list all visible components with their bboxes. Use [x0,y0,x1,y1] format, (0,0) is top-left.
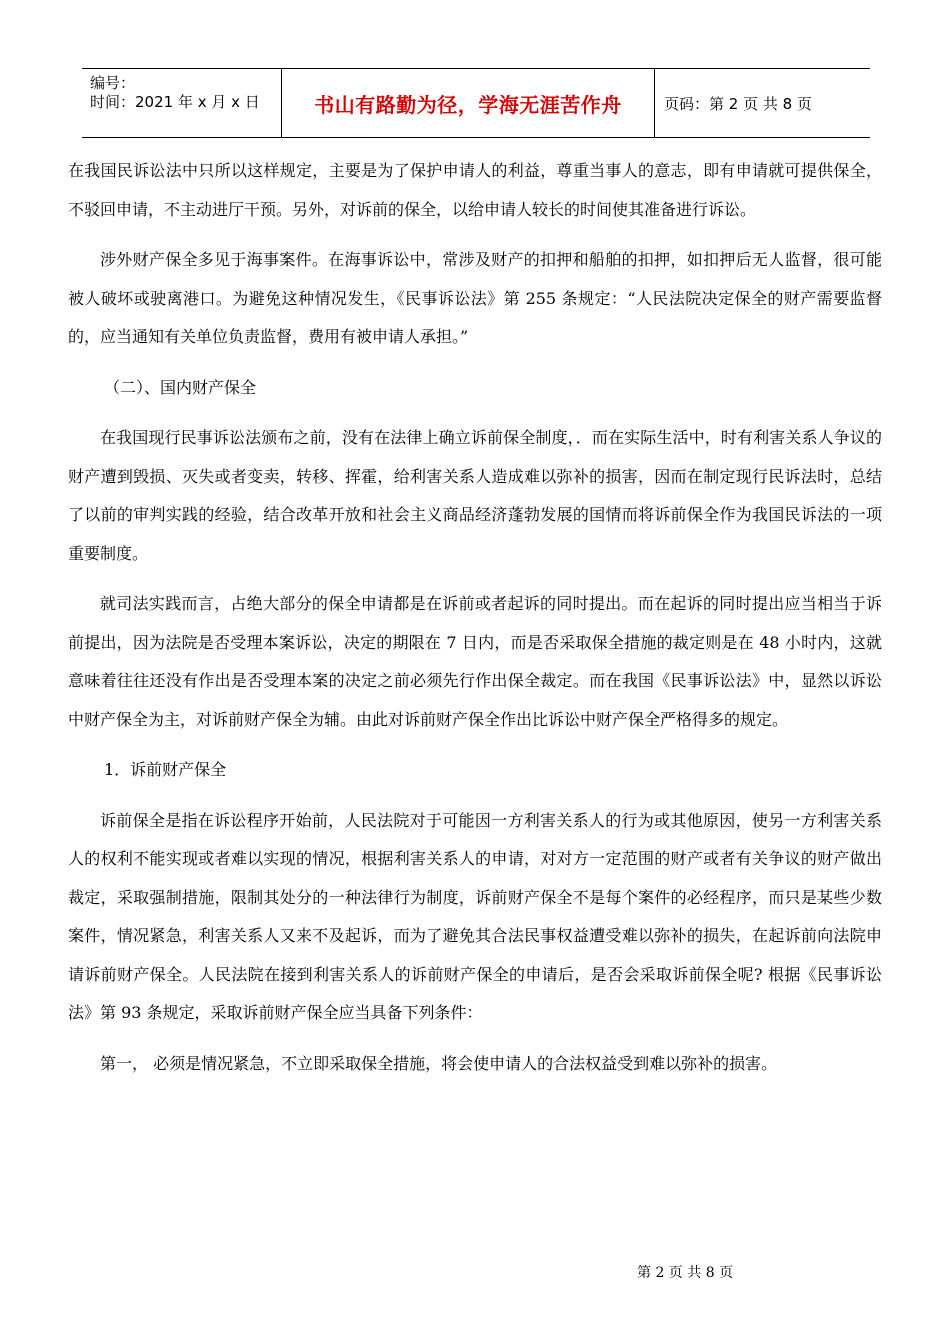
header-page-info: 页码：第 2 页 共 8 页 [664,94,812,113]
document-header [82,68,870,138]
time-label: 时间：2021 年 x 月 x 日 [90,93,260,111]
document-body [68,152,882,1083]
page-footer: 第 2 页 共 8 页 [637,1265,734,1281]
section-heading: （二）、国内财产保全 [104,377,257,397]
paragraph: 涉外财产保全多见于海事案件。在海事诉讼中，常涉及财产的扣押和船舶的扣押，如扣押后无人监督，很可能被人破坏或驶离港口。为避免这种情况发生，《民事诉讼法》第 255 条规定：“人民法院决定保全的财产需要监督的，应当通知有关单位负责监督，费用有被申请人承担。” [68,250,882,346]
section-heading: 1．诉前财产保全 [104,760,227,779]
header-meta [82,69,280,137]
paragraph: 第一， 必须是情况紧急，不立即采取保全措施，将会使申请人的合法权益受到难以弥补的损害。 [100,1053,778,1073]
number-label: 编号： [90,74,136,92]
paragraph: 就司法实践而言，占绝大部分的保全申请都是在诉前或者起诉的同时提出。而在起诉的同时提出应当相当于诉前提出，因为法院是否受理本案诉讼，决定的期限在 7 日内，而是否采取保全措施的裁定则是在 48 小时内，这就意味着往往还没有作出是否受理本案的决定之前必须先行作出保全裁定。而在我国《民事诉讼法》中，显然以诉讼中财产保全为主，对诉前财产保全为辅。由此对诉前财产保全作出比诉讼中财产保全严格得多的规定。 [68,594,882,729]
paragraph: 在我国现行民事诉讼法颁布之前，没有在法律上确立诉前保全制度，．而在实际生活中，时有利害关系人争议的财产遭到毁损、灭失或者变卖，转移、挥霍，给利害关系人造成难以弥补的损害，因而在制定现行民诉法时，总结了以前的审判实践的经验，结合改革开放和社会主义商品经济蓬勃发展的国情而将诉前保全作为我国民诉法的一项重要制度。 [68,428,882,563]
header-divider [654,69,655,137]
paragraph: 诉前保全是指在诉讼程序开始前，人民法院对于可能因一方利害关系人的行为或其他原因，使另一方利害关系人的权利不能实现或者难以实现的情况，根据利害关系人的申请，对对方一定范围的财产或者有关争议的财产做出裁定，采取强制措施，限制其处分的一种法律行为制度，诉前财产保全不是每个案件的必经程序，而只是某些少数案件，情况紧急，利害关系人又来不及起诉，而为了避免其合法民事权益遭受难以弥补的损失，在起诉前向法院申请诉前财产保全。人民法院在接到利害关系人的诉前财产保全的申请后，是否会采取诉前保全呢? 根据《民事诉讼法》第 93 条规定，采取诉前财产保全应当具备下列条件： [68,810,882,1022]
header-motto: 书山有路勤为径，学海无涯苦作舟 [314,92,622,117]
paragraph: 在我国民诉讼法中只所以这样规定，主要是为了保护申请人的利益，尊重当事人的意志，即有申请就可提供保全，不驳回申请，不主动进厅干预。另外，对诉前的保全，以给申请人较长的时间使其准备进行诉讼。 [68,161,882,219]
